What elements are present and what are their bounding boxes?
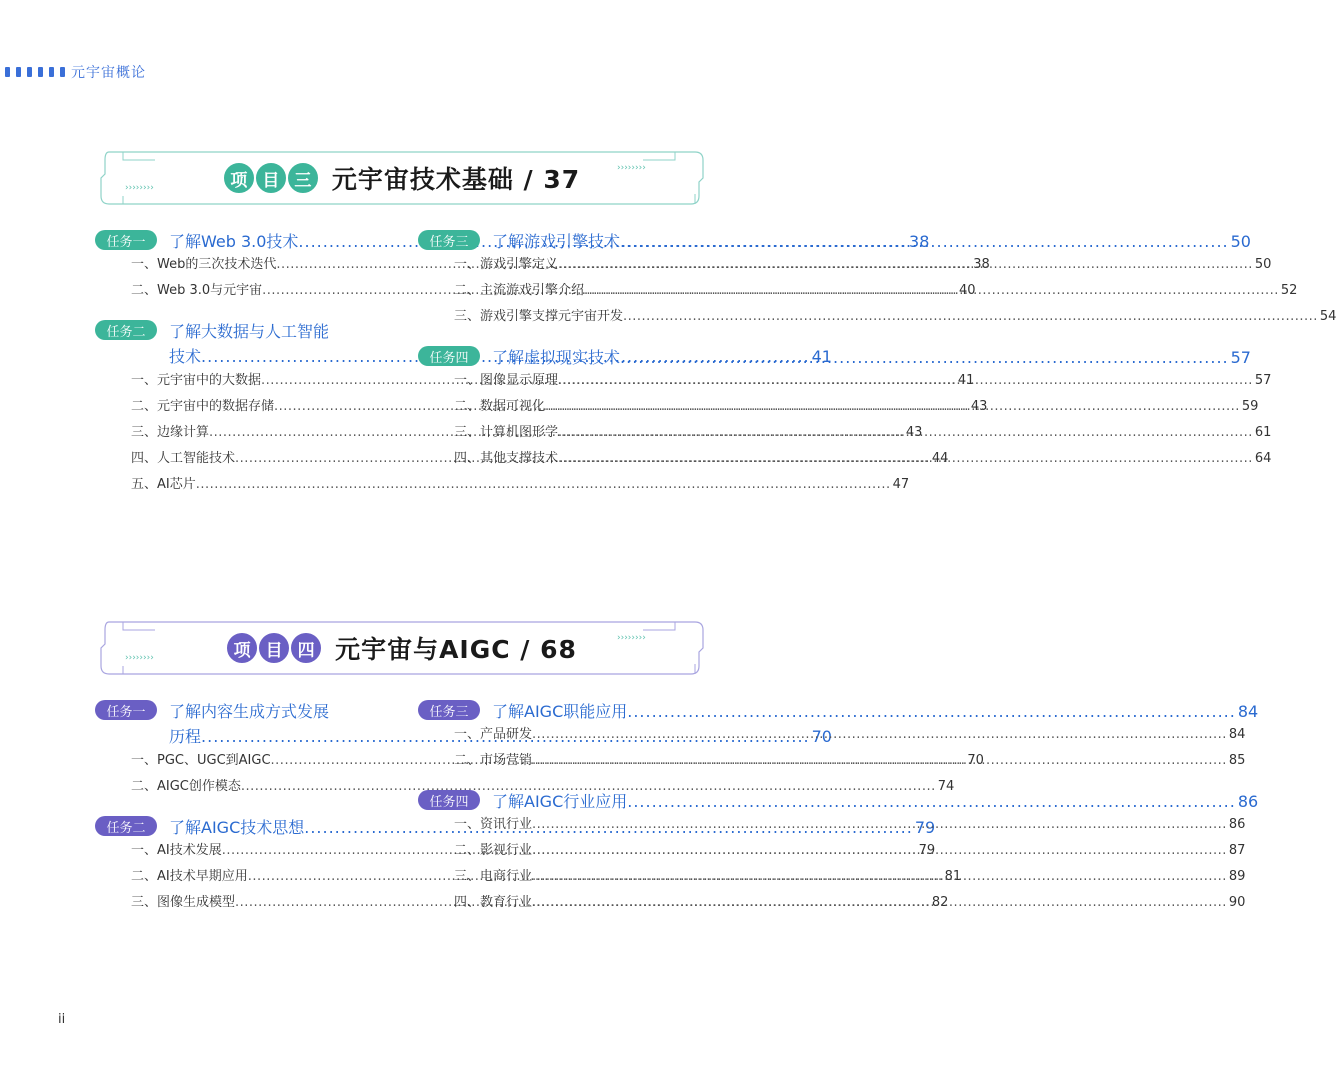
book-title: 元宇宙概论 (71, 65, 146, 81)
project-label-char: 目 (257, 631, 291, 665)
toc-entry-page: 90 (1228, 895, 1246, 910)
toc-entry-label: 四、其他支撑技术 (454, 451, 559, 466)
toc-entry-page: 43 (905, 425, 923, 440)
toc-entry-page: 82 (931, 895, 949, 910)
task-heading[interactable] (418, 788, 1259, 812)
leader-dots (627, 702, 1236, 721)
task-page: 41 (811, 346, 832, 366)
task-title: 了解大数据与人工智能 (169, 321, 330, 341)
project-banner (95, 618, 707, 678)
toc-entry-page: 70 (967, 753, 984, 768)
toc-entry-page: 38 (973, 257, 990, 272)
project-label-char: 三 (286, 161, 320, 195)
task-heading[interactable] (95, 698, 382, 722)
toc-entry-label: 三、游戏引擎支撑元宇宙开发 (454, 309, 624, 324)
leader-dots (532, 838, 1227, 864)
leader-dots (558, 252, 1253, 278)
leader-dots (532, 748, 1227, 774)
task-badge: 任务二 (95, 816, 157, 836)
toc-entry-label: 一、产品研发 (454, 727, 533, 742)
toc-entry-page: 81 (944, 869, 962, 884)
toc-entry-page: 47 (892, 477, 910, 492)
task-badge: 任务一 (95, 700, 157, 720)
leader-dots (623, 304, 1318, 330)
page-number: ii (58, 1012, 66, 1027)
task-page: 50 (1230, 231, 1251, 251)
leader-dots (584, 278, 1279, 304)
toc-entry-label: 三、电商行业 (454, 869, 533, 884)
toc-entry-label: 三、边缘计算 (131, 425, 210, 440)
task-title: 了解AIGC行业应用 (492, 791, 628, 811)
toc-entry-label: 二、AI技术早期应用 (131, 869, 248, 884)
toc-entry-label: 一、PGC、UGC到AIGC (131, 753, 271, 768)
toc-entry-label: 一、图像显示原理 (454, 373, 559, 388)
toc-entry-label: 一、游戏引擎定义 (454, 257, 559, 272)
toc-entry-label: 一、元宇宙中的大数据 (131, 373, 262, 388)
toc-entry-label: 一、AI技术发展 (131, 843, 222, 858)
task-page: 79 (914, 817, 936, 837)
toc-entry-label: 二、元宇宙中的数据存储 (131, 399, 275, 414)
task-title-rest (492, 789, 1258, 812)
task-page: 38 (909, 231, 930, 251)
leader-dots (532, 812, 1227, 838)
task-title-line2: 历程 (169, 726, 202, 746)
task-heading[interactable] (418, 698, 1259, 722)
project-label-char: 四 (289, 631, 323, 665)
leader-dots (558, 446, 1253, 472)
project-label-char: 项 (225, 631, 259, 665)
svg-text:››››››››: ›››››››› (617, 163, 646, 173)
running-header (5, 62, 146, 82)
task-badge: 任务二 (95, 320, 157, 340)
toc-entry-page: 84 (1228, 727, 1246, 742)
toc-entry[interactable] (418, 304, 1336, 330)
toc-entry-label: 二、市场营销 (454, 753, 533, 768)
task-heading[interactable] (95, 318, 382, 342)
svg-text:››››››››: ›››››››› (125, 653, 154, 663)
toc-entry-page: 43 (970, 399, 988, 414)
task-title-rest (492, 699, 1258, 722)
task-title: 了解AIGC技术思想 (169, 817, 305, 837)
project-section-4 (95, 618, 1259, 998)
toc-entry-page: 64 (1254, 451, 1272, 466)
task-badge: 任务四 (418, 346, 480, 366)
toc-entry-label: 五、AI芯片 (131, 477, 196, 492)
leader-dots (532, 864, 1227, 890)
leader-dots (532, 722, 1227, 748)
task-page: 70 (811, 726, 832, 746)
toc-entry[interactable] (95, 472, 910, 498)
toc-entry-page: 59 (1241, 399, 1259, 414)
svg-text:››››››››: ›››››››› (617, 633, 646, 643)
toc-entry-page: 86 (1228, 817, 1246, 832)
toc-entry-label: 四、教育行业 (454, 895, 533, 910)
toc-entry-label: 三、计算机图形学 (454, 425, 559, 440)
toc-entry-page: 79 (918, 843, 936, 858)
header-tick-marks (5, 67, 65, 77)
toc-entry[interactable] (95, 774, 955, 800)
toc-entry-label: 二、影视行业 (454, 843, 533, 858)
toc-entry-page: 57 (1254, 373, 1272, 388)
project-label-char: 目 (254, 161, 288, 195)
toc-entry-label: 一、资讯行业 (454, 817, 533, 832)
toc-entry-label: 二、数据可视化 (454, 399, 546, 414)
toc-entry-page: 41 (957, 373, 975, 388)
project-title: 元宇宙技术基础 / 37 (331, 165, 581, 194)
toc-entry-label: 二、主流游戏引擎介绍 (454, 283, 585, 298)
leader-dots (545, 394, 1240, 420)
task-title-rest (492, 229, 1251, 252)
task-page: 84 (1237, 701, 1259, 721)
task-title: 了解AIGC职能应用 (492, 701, 628, 721)
task-title: 了解Web 3.0技术 (169, 231, 299, 251)
toc-entry-page: 61 (1254, 425, 1272, 440)
toc-entry-page: 44 (931, 451, 949, 466)
toc-entry-page: 74 (937, 779, 955, 794)
toc-entry-page: 89 (1228, 869, 1246, 884)
project-section-3 (95, 148, 1336, 528)
task-badge: 任务四 (418, 790, 480, 810)
task-title-line2: 技术 (169, 346, 202, 366)
task-badge: 任务三 (418, 700, 480, 720)
toc-entry-label: 二、Web 3.0与元宇宙 (131, 283, 263, 298)
toc-entry-label: 一、Web的三次技术迭代 (131, 257, 277, 272)
toc-entry-label: 四、人工智能技术 (131, 451, 236, 466)
toc-entry-page: 40 (959, 283, 976, 298)
project-title: 元宇宙与AIGC / 68 (335, 635, 577, 664)
leader-dots (532, 890, 1227, 916)
leader-dots (627, 792, 1236, 811)
task-page: 57 (1230, 347, 1251, 367)
toc-entry-label: 三、图像生成模型 (131, 895, 236, 910)
toc-entry-page: 50 (1254, 257, 1272, 272)
task-title-rest (492, 345, 1251, 368)
task-badge: 任务一 (95, 230, 157, 250)
toc-entry-page: 52 (1280, 283, 1298, 298)
toc-entry-page: 85 (1228, 753, 1246, 768)
leader-dots (620, 232, 1229, 251)
leader-dots (558, 420, 1253, 446)
svg-text:››››››››: ›››››››› (125, 183, 154, 193)
task-title: 了解虚拟现实技术 (492, 347, 621, 367)
task-page: 86 (1237, 791, 1259, 811)
toc-entry-page: 87 (1228, 843, 1246, 858)
task-title: 了解游戏引擎技术 (492, 231, 621, 251)
project-label-char: 项 (222, 161, 256, 195)
toc-entry-page: 54 (1319, 309, 1336, 324)
leader-dots (620, 348, 1229, 367)
task-title: 了解内容生成方式发展 (169, 701, 330, 721)
project-banner (95, 148, 707, 208)
toc-entry-label: 二、AIGC创作模态 (131, 779, 241, 794)
task-badge: 任务三 (418, 230, 480, 250)
leader-dots (558, 368, 1253, 394)
